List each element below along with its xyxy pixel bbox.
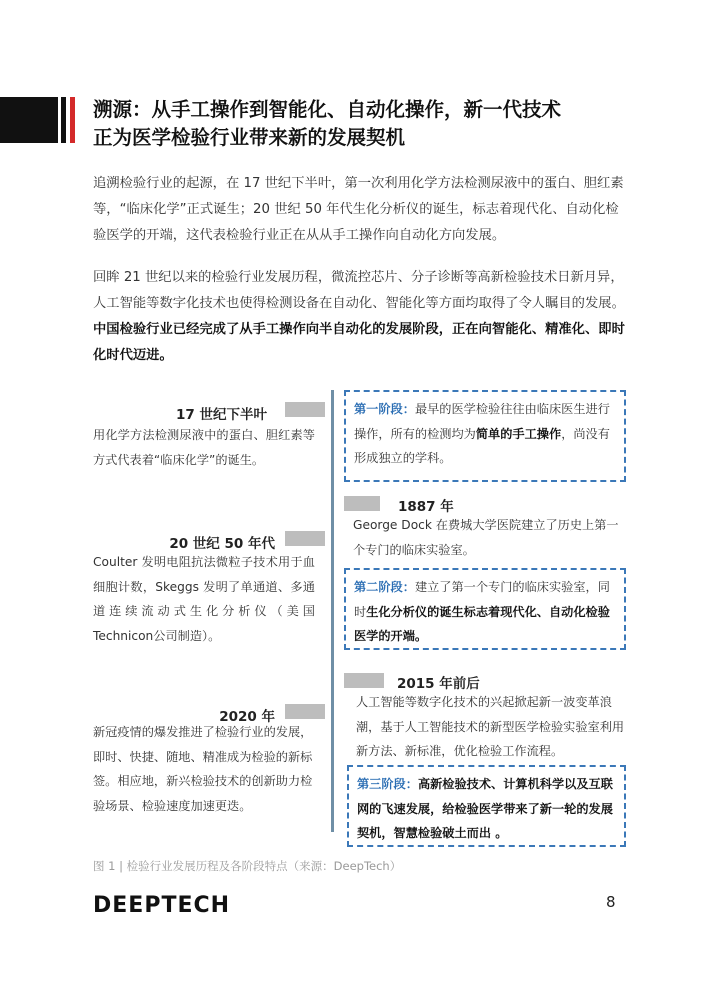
timeline-marker xyxy=(285,704,325,719)
timeline-marker xyxy=(285,531,325,546)
stage-1-box xyxy=(344,390,626,482)
event-desc-5: 人工智能等数字化技术的兴起掀起新一波变革浪潮，基于人工智能技术的新型医学检验实验室利用新方法、新标准，优化检验工作流程。 xyxy=(356,695,625,758)
timeline-marker xyxy=(285,402,325,417)
stage-2-label: 第二阶段： xyxy=(354,580,415,594)
event-desc-4: George Dock 在费城大学医院建立了历史上第一个专门的临床实验室。 xyxy=(353,518,619,557)
event-year-5: 2015 年前后 xyxy=(397,676,480,692)
timeline-marker xyxy=(344,496,380,511)
stage-3-label: 第三阶段： xyxy=(357,777,418,791)
event-year-4: 1887 年 xyxy=(398,499,454,515)
intro-paragraph: 追溯检验行业的起源，在 17 世纪下半叶，第一次利用化学方法检测尿液中的蛋白、胆红素等，“临床化学”正式诞生；20 世纪 50 年代生化分析仪的诞生，标志着现代化、自动化检验医学的开端，这代表检验行业正在从从手工操作向自动化方向发展。 xyxy=(93,176,624,243)
event-desc-1: 用化学方法检测尿液中的蛋白、胆红素等方式代表着“临床化学”的诞生。 xyxy=(93,428,315,467)
stage-2-emphasis: 生化分析仪的诞生标志着现代化、自动化检验医学的开端。 xyxy=(354,604,610,643)
stage-2-box xyxy=(344,568,626,650)
section-title xyxy=(93,96,633,152)
section-header-block xyxy=(0,97,58,143)
stage-1-emphasis: 简单的手工操作 xyxy=(475,426,562,441)
stage-1-text: 最早的医学检验往往由临床医生进行操作，所有的检测均为 xyxy=(354,402,610,441)
section-title-line1: 溯源：从手工操作到智能化、自动化操作，新一代技术 xyxy=(93,98,562,121)
deeptech-logo: DEEPTECH xyxy=(93,893,231,918)
section-header-bar-dark xyxy=(61,97,66,143)
event-year-1: 17 世纪下半叶 xyxy=(176,407,267,423)
history-paragraph xyxy=(93,265,625,369)
figure-caption: 图 1 | 检验行业发展历程及各阶段特点（来源：DeepTech） xyxy=(93,859,402,873)
section-header-bar-red xyxy=(70,97,75,143)
timeline-axis xyxy=(331,390,334,832)
stage-1-text-end: ，尚没有形成独立的学科。 xyxy=(354,426,610,465)
timeline-marker xyxy=(344,673,384,688)
event-desc-2: Coulter 发明电阻抗法微粒子技术用于血细胞计数，Skeggs 发明了单通道、多通道连续流动式生化分析仪（美国Technicon公司制造）。 xyxy=(93,555,315,643)
section-title-line2: 正为医学检验行业带来新的发展契机 xyxy=(93,126,406,149)
event-desc-3: 新冠疫情的爆发推进了检验行业的发展，即时、快捷、随地、精准成为检验的新标签。相应地，新兴检验技术的创新助力检验场景、检验速度加速更迭。 xyxy=(93,725,313,813)
event-year-3: 2020 年 xyxy=(219,709,275,725)
history-paragraph-emphasis: 中国检验行业已经完成了从手工操作向半自动化的发展阶段，正在向智能化、精准化、即时化时代迈进。 xyxy=(93,322,625,363)
history-paragraph-text: 回眸 21 世纪以来的检验行业发展历程，微流控芯片、分子诊断等高新检验技术日新月异，人工智能等数字化技术也使得检测设备在自动化、智能化等方面均取得了令人瞩目的发展。 xyxy=(93,270,625,311)
stage-3-emphasis: 高新检验技术、计算机科学以及互联网的飞速发展，给检验医学带来了新一轮的发展契机，智慧检验破土而出 。 xyxy=(357,777,613,840)
stage-3-box xyxy=(347,765,626,847)
stage-1-label: 第一阶段： xyxy=(354,402,415,416)
page-number: 8 xyxy=(606,893,616,911)
event-year-2: 20 世纪 50 年代 xyxy=(169,536,275,552)
stage-2-text: 建立了第一个专门的临床实验室，同时 xyxy=(354,580,610,619)
